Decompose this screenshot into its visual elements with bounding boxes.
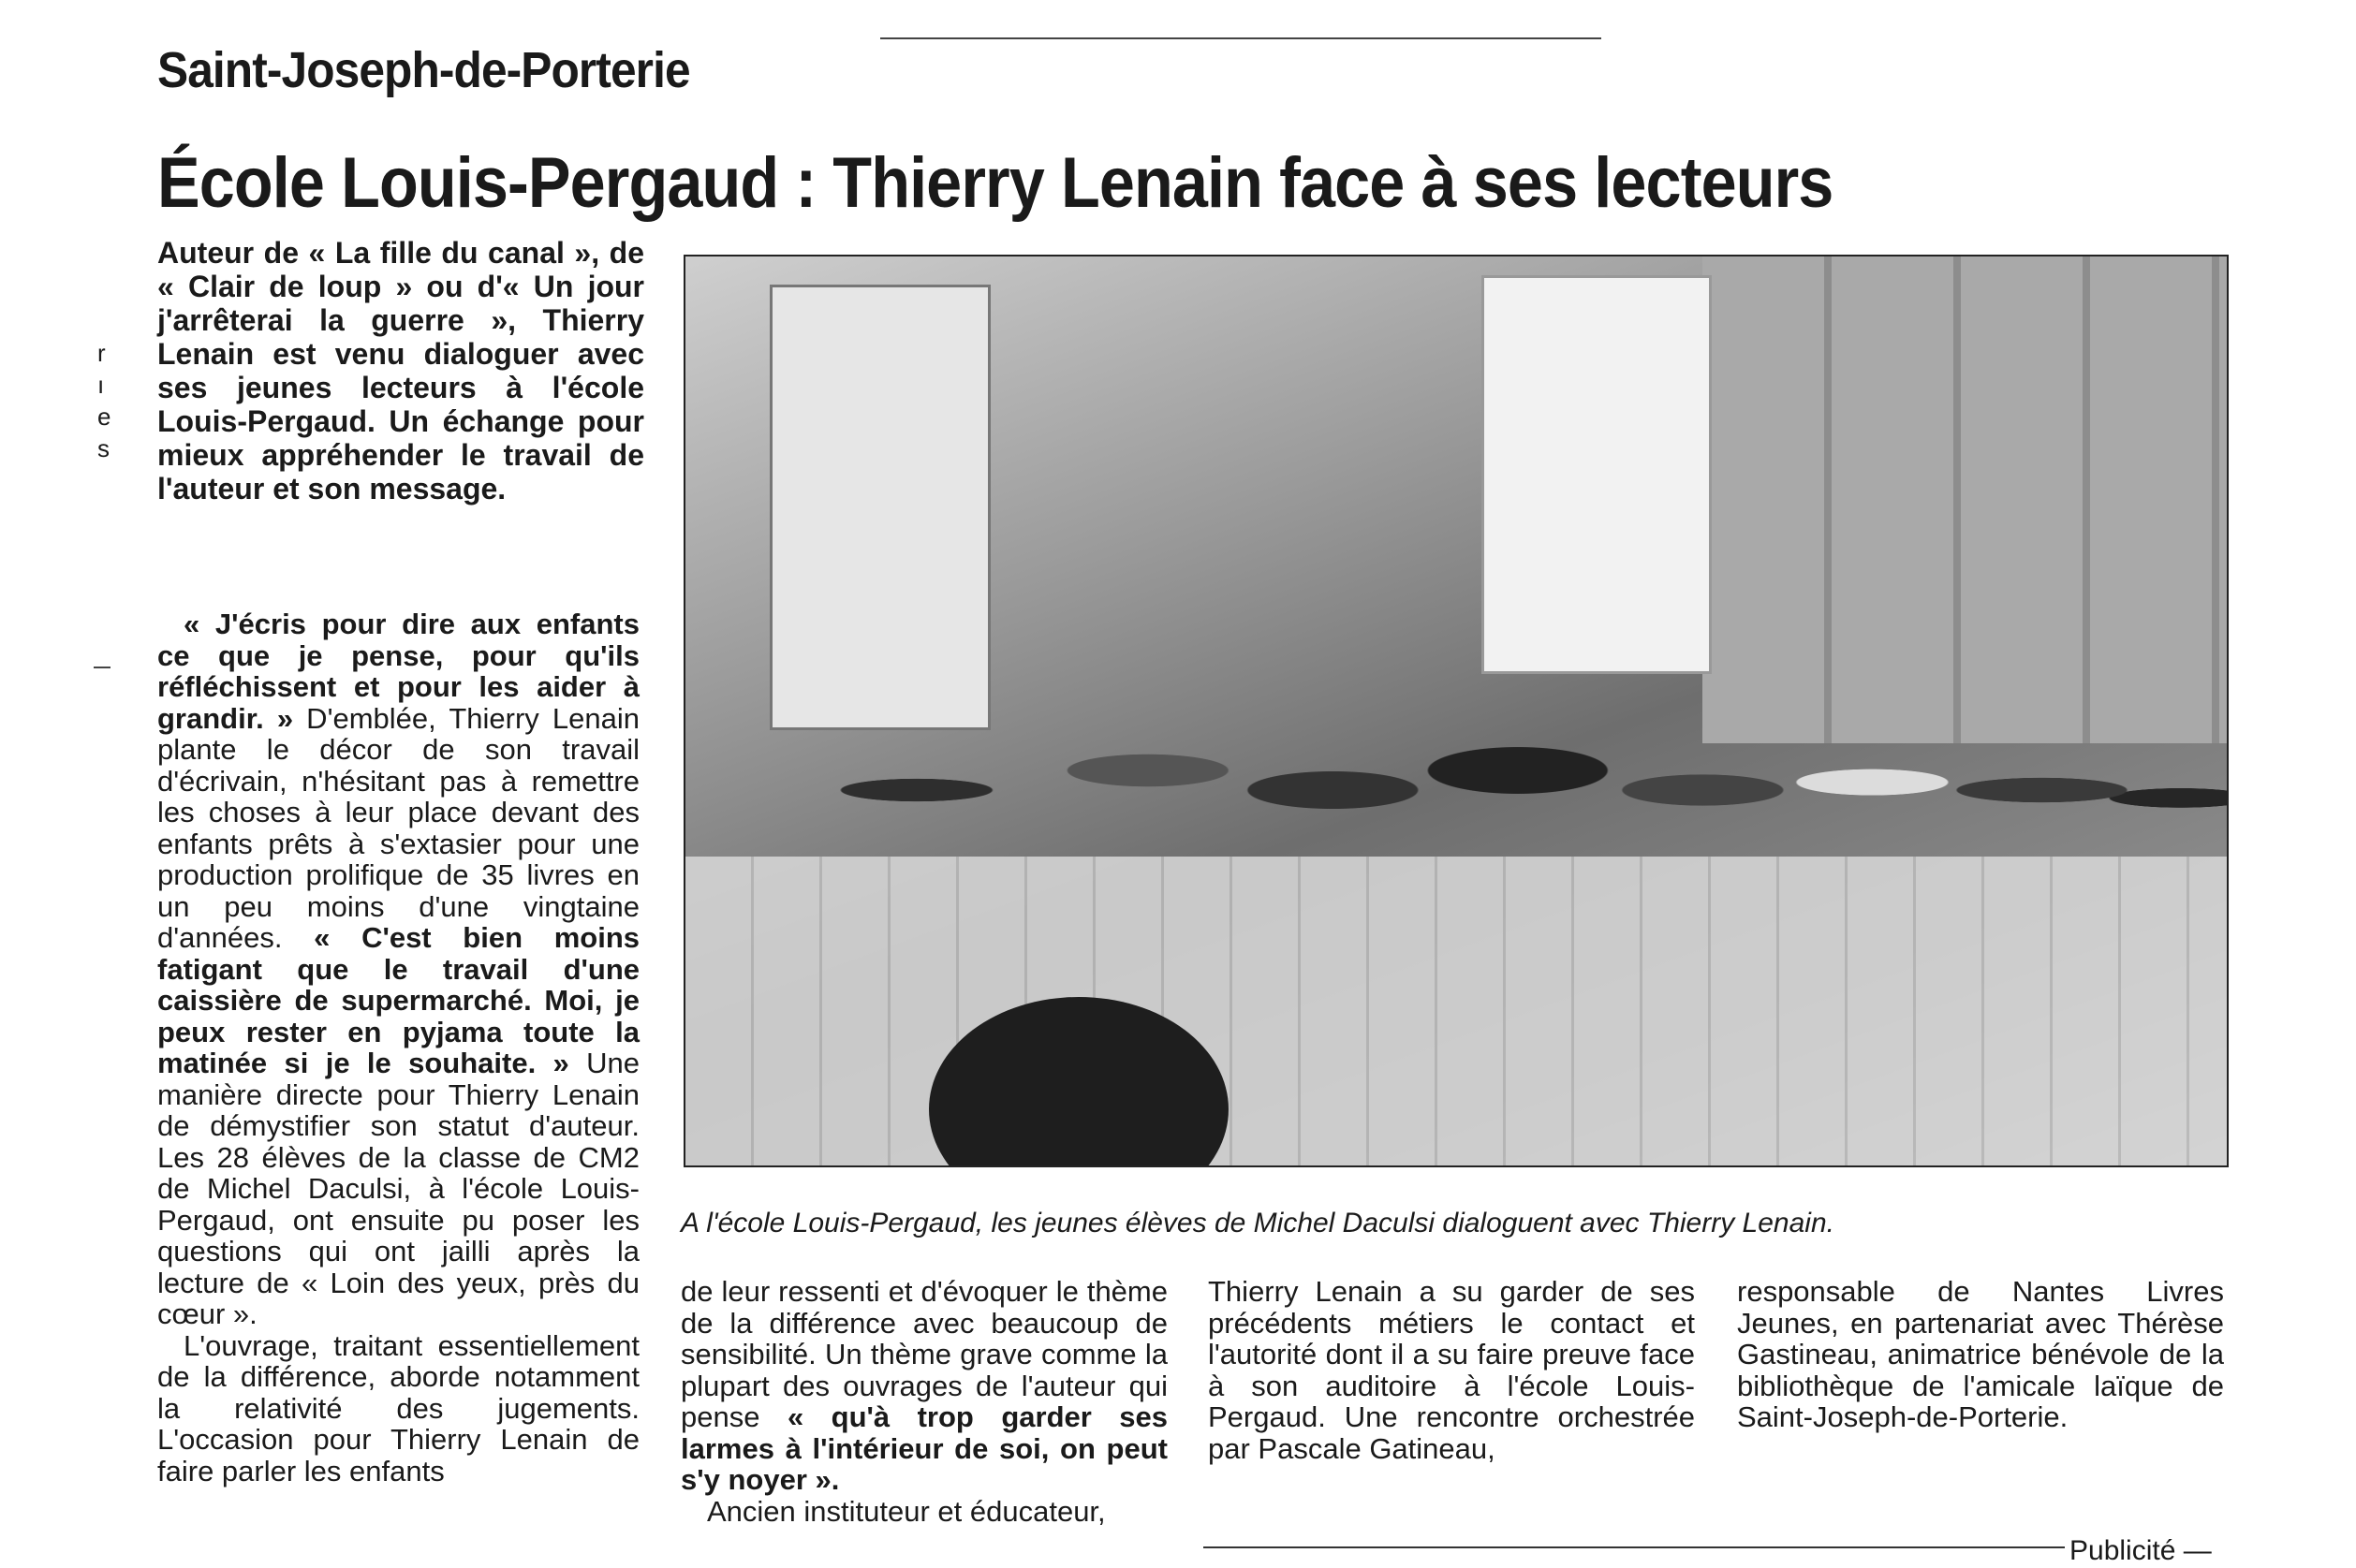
column-3-paragraph: Thierry Lenain a su garder de ses précédents métiers le contact et l'autorité dont il a su faire preuve face à son auditoire à l'école Louis-Pergaud. Une rencontre orchestrée par Pascale Gatineau, [1208,1275,1695,1465]
advertisement-label: Publicité — [2069,1535,2212,1566]
body-text: Une manière directe pour Thierry Lenain de démystifier son statut d'auteur. Les 28 élèves de la classe de CM2 de Michel Daculsi, à l'école Louis-Pergaud, ont ensuite pu poser les questions qui ont jailli après la lecture de « Loin des yeux, près du cœur ». [157,1047,640,1330]
photo-group-of-children [685,593,2227,987]
top-rule [880,37,1601,39]
body-text: de leur ressenti et d'évoquer le thème de la différence avec beaucoup de sensibilité. Un thème grave comme la plupart des ouvrages de l'auteur qui pense [681,1275,1168,1433]
column-1-paragraph-2: L'ouvrage, traitant essentiellement de la différence, aborde notamment la relativité des jugements. L'occasion pour Thierry Lenain de faire parler les enfants [157,1328,640,1487]
quote-2: « C'est bien moins fatigant que le travail d'une caissière de supermarché. Moi, je peux rester en pyjama toute la matinée si je le souhaite. » [157,921,640,1079]
photo-caption: A l'école Louis-Pergaud, les jeunes élèves de Michel Daculsi dialoguent avec Thierry Lenain. [681,1208,1834,1238]
column-2-paragraph-1 [681,1276,1168,1496]
footer-rule [1203,1546,2065,1548]
lead-paragraph: Auteur de « La fille du canal », de « Clair de loup » ou d'« Un jour j'arrêterai la guerre », Thierry Lenain est venu dialoguer avec ses jeunes lecteurs à l'école Louis-Pergaud. Un échange pour mieux appréhender le travail de l'auteur et son message. [157,236,644,506]
column-1 [157,608,640,1487]
column-2 [681,1276,1168,1527]
column-4 [1737,1276,2224,1433]
left-margin-bleed: r ı e s [97,339,111,462]
quote-3: « qu'à trop garder ses larmes à l'intérieur de soi, on peut s'y noyer ». [681,1400,1169,1496]
body-text: D'emblée, Thierry Lenain plante le décor de son travail d'écrivain, n'hésitant pas à remettre les choses à leur place devant des enfants prêts à s'extasier pour une production prolifique de 35 livres en un peu moins d'une vingtaine d'années. [157,701,640,954]
column-4-paragraph: responsable de Nantes Livres Jeunes, en partenariat avec Thérèse Gastineau, animatrice bénévole de la bibliothèque de l'amicale laïque de Saint-Joseph-de-Porterie. [1737,1275,2224,1433]
article-photo [684,255,2229,1167]
column-3 [1208,1276,1695,1464]
column-2-paragraph-2: Ancien instituteur et éducateur, [707,1494,1106,1528]
left-margin-tick [94,667,110,668]
quote-1: « J'écris pour dire aux enfants ce que je pense, pour qu'ils réfléchissent et pour les aider à grandir. » [157,608,640,735]
section-kicker: Saint-Joseph-de-Porterie [157,42,690,98]
column-1-paragraph-1 [157,608,640,1330]
right-margin-bleed [2275,56,2350,1554]
headline: École Louis-Pergaud : Thierry Lenain face à ses lecteurs [157,143,1833,223]
